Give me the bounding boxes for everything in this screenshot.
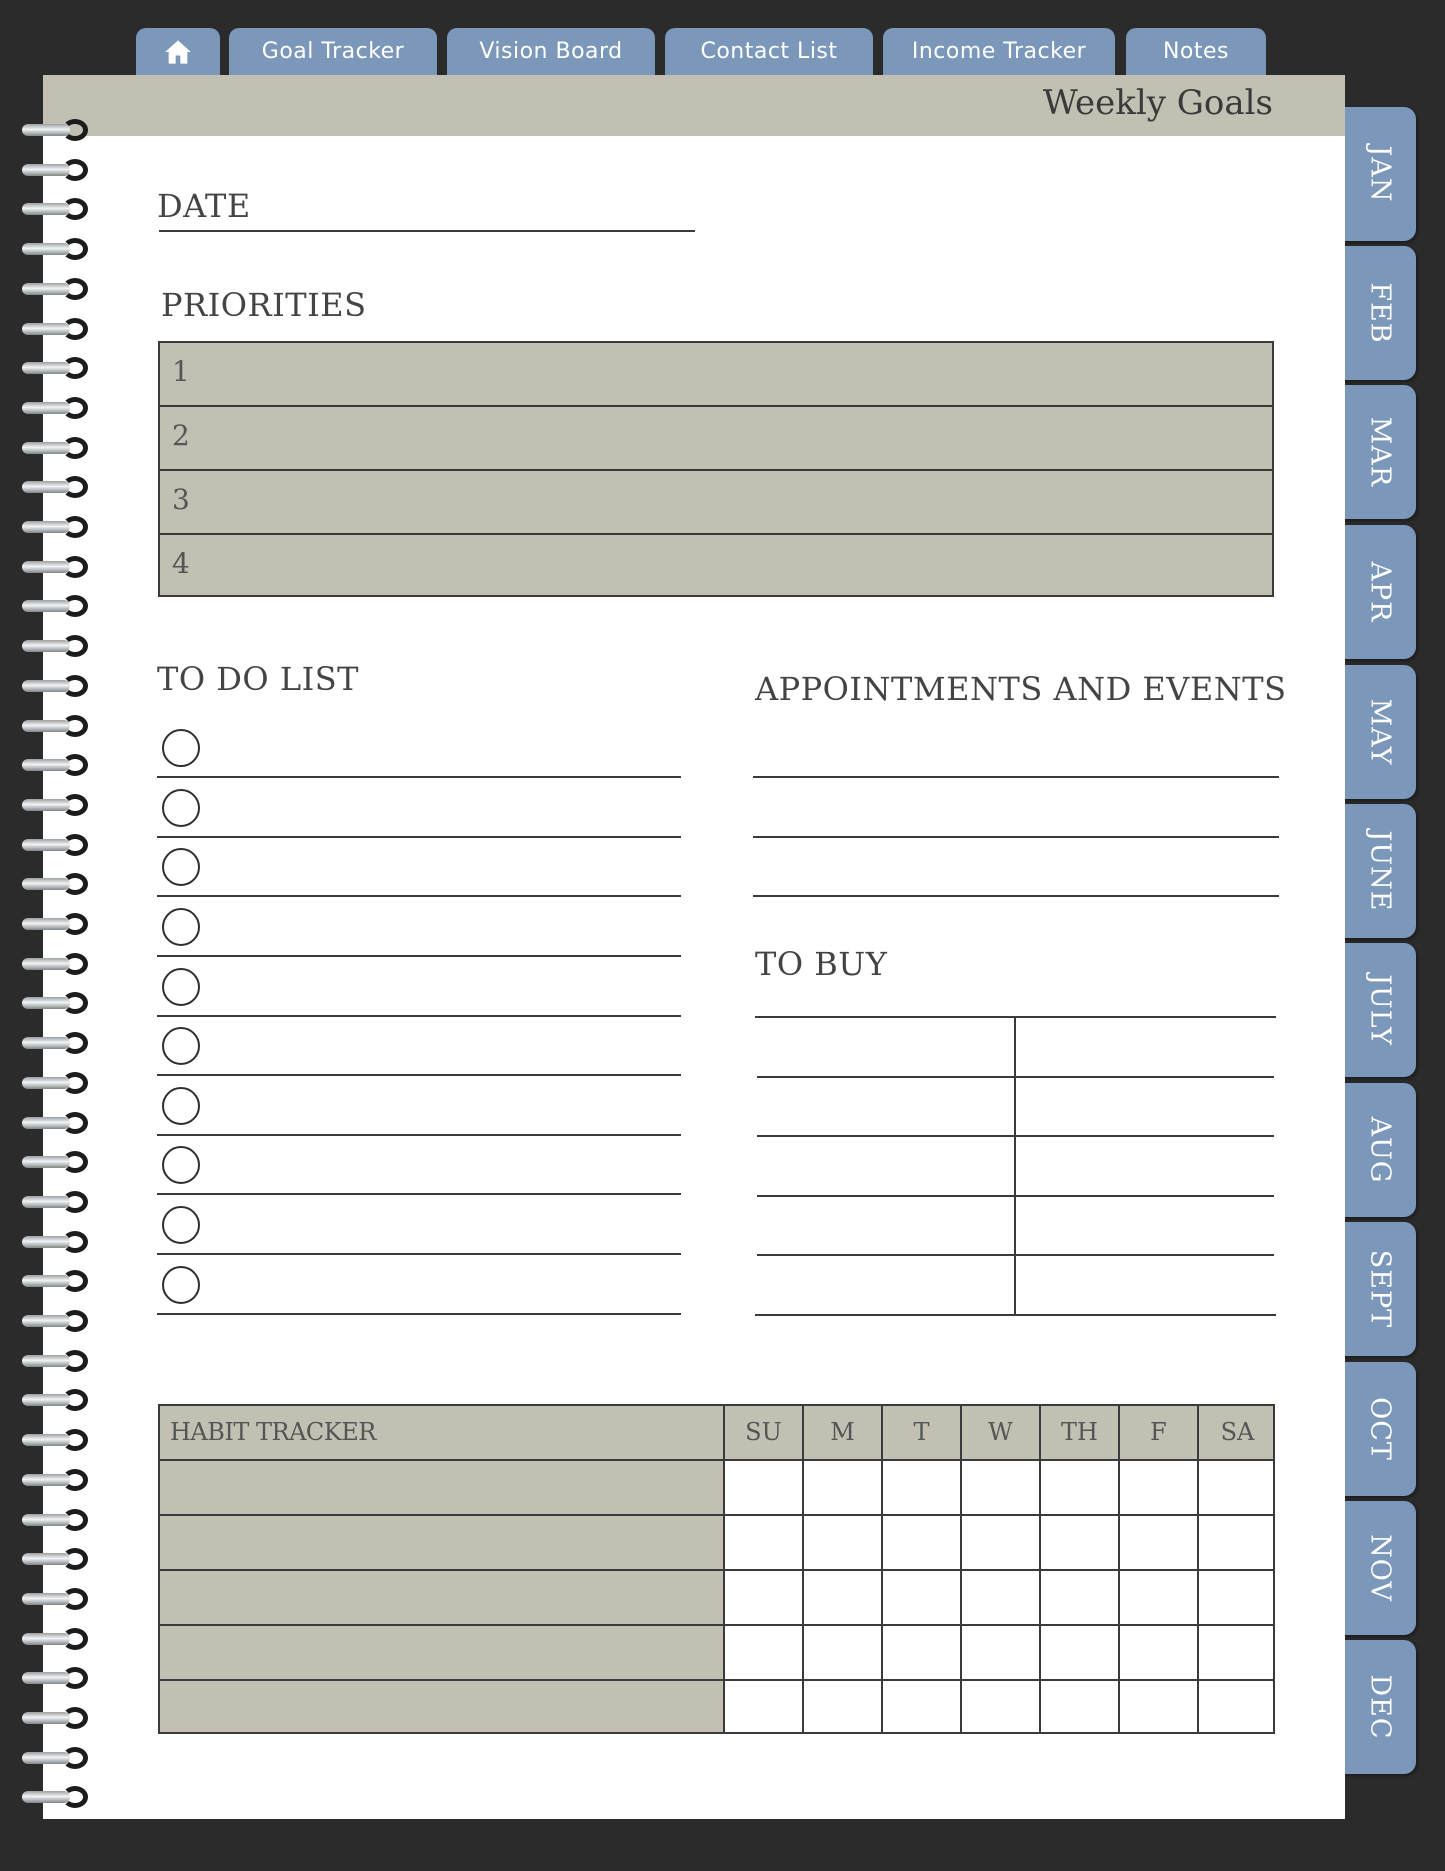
habit-grid-line <box>802 1406 804 1732</box>
spiral-ring <box>22 635 92 657</box>
priority-number: 2 <box>172 419 190 452</box>
spiral-ring <box>22 1270 92 1292</box>
todo-checkbox[interactable] <box>162 1146 200 1184</box>
todo-line[interactable] <box>157 1253 681 1255</box>
month-label: MAY <box>1364 698 1396 766</box>
priority-row[interactable] <box>160 535 1272 599</box>
spiral-ring <box>22 1667 92 1689</box>
spiral-ring <box>22 516 92 538</box>
spiral-ring <box>22 1231 92 1253</box>
spiral-ring <box>22 119 92 141</box>
habit-grid-line <box>1039 1406 1041 1732</box>
home-icon <box>164 39 192 65</box>
spiral-ring <box>22 873 92 895</box>
spiral-ring <box>22 318 92 340</box>
spiral-ring <box>22 278 92 300</box>
habit-name-cell[interactable] <box>160 1461 724 1516</box>
spiral-ring <box>22 913 92 935</box>
todo-checkbox[interactable] <box>162 1266 200 1304</box>
tab-jan[interactable] <box>1340 107 1416 241</box>
priority-row[interactable] <box>160 471 1272 535</box>
priority-number: 4 <box>172 547 190 580</box>
month-label: SEPT <box>1364 1249 1396 1329</box>
tab-aug[interactable] <box>1340 1083 1416 1217</box>
habit-name-cell[interactable] <box>160 1681 724 1732</box>
day-label-f: F <box>1150 1418 1167 1446</box>
tab-dec[interactable] <box>1340 1640 1416 1774</box>
spiral-ring <box>22 1032 92 1054</box>
month-label: FEB <box>1364 282 1396 344</box>
habit-name-cell[interactable] <box>160 1516 724 1571</box>
day-label-su: SU <box>745 1418 782 1446</box>
spiral-ring <box>22 834 92 856</box>
month-label: AUG <box>1364 1116 1396 1184</box>
month-label: JULY <box>1364 974 1396 1046</box>
spiral-ring <box>22 1112 92 1134</box>
tab-oct[interactable] <box>1340 1362 1416 1496</box>
habit-grid-line <box>723 1406 725 1732</box>
habit-grid-line <box>881 1406 883 1732</box>
day-label-t: T <box>913 1418 930 1446</box>
planner-page <box>43 75 1345 1819</box>
spiral-ring <box>22 238 92 260</box>
spiral-ring <box>22 715 92 737</box>
month-label: DEC <box>1364 1674 1396 1740</box>
appointment-line[interactable] <box>753 895 1279 897</box>
tab-mar[interactable] <box>1340 385 1416 519</box>
habit-grid-line <box>160 1679 1273 1681</box>
appointment-line[interactable] <box>753 776 1279 778</box>
spiral-ring <box>22 675 92 697</box>
priority-row[interactable] <box>160 343 1272 407</box>
habit-grid-line <box>160 1569 1273 1571</box>
tab-may[interactable] <box>1340 665 1416 799</box>
todo-line[interactable] <box>157 895 681 897</box>
todo-line[interactable] <box>157 836 681 838</box>
todo-checkbox[interactable] <box>162 968 200 1006</box>
spiral-ring <box>22 198 92 220</box>
spiral-ring <box>22 1786 92 1808</box>
habit-name-cell[interactable] <box>160 1571 724 1626</box>
todo-line[interactable] <box>157 1015 681 1017</box>
spiral-ring <box>22 437 92 459</box>
day-label-w: W <box>988 1418 1013 1446</box>
month-label: JAN <box>1364 145 1396 203</box>
day-label-th: TH <box>1061 1418 1098 1446</box>
spiral-ring <box>22 1191 92 1213</box>
tab-feb[interactable] <box>1340 246 1416 380</box>
todo-line[interactable] <box>157 1134 681 1136</box>
spiral-ring <box>22 1310 92 1332</box>
page-header <box>43 75 1345 136</box>
to-buy-divider <box>1014 1016 1016 1315</box>
priorities-label: PRIORITIES <box>161 286 367 324</box>
spiral-ring <box>22 556 92 578</box>
tab-goal-tracker[interactable]: Goal Tracker <box>229 28 437 88</box>
todo-checkbox[interactable] <box>162 1087 200 1125</box>
priority-number: 3 <box>172 483 190 516</box>
habit-header <box>160 1406 1273 1461</box>
tab-apr[interactable] <box>1340 525 1416 659</box>
habit-grid-line <box>160 1514 1273 1516</box>
day-label-m: M <box>830 1418 855 1446</box>
habit-grid-line <box>160 1624 1273 1626</box>
appointments-label: APPOINTMENTS AND EVENTS <box>755 670 1287 708</box>
tab-nov[interactable] <box>1340 1501 1416 1635</box>
habit-name-cell[interactable] <box>160 1626 724 1681</box>
tab-sept[interactable] <box>1340 1222 1416 1356</box>
habit-grid-line <box>1118 1406 1120 1732</box>
habit-grid-line <box>1197 1406 1199 1732</box>
habit-grid-line <box>960 1406 962 1732</box>
spiral-ring <box>22 1588 92 1610</box>
spiral-ring <box>22 1628 92 1650</box>
appointment-line[interactable] <box>753 836 1279 838</box>
tab-june[interactable] <box>1340 804 1416 938</box>
spiral-ring <box>22 595 92 617</box>
spiral-ring <box>22 1429 92 1451</box>
tab-vision-board[interactable]: Vision Board <box>447 28 655 88</box>
tab-july[interactable] <box>1340 943 1416 1077</box>
todo-checkbox[interactable] <box>162 1027 200 1065</box>
tab-income-tracker[interactable]: Income Tracker <box>883 28 1115 88</box>
spiral-ring <box>22 992 92 1014</box>
date-label: DATE <box>157 187 251 225</box>
spiral-ring <box>22 1747 92 1769</box>
spiral-ring <box>22 1151 92 1173</box>
month-label: OCT <box>1364 1397 1396 1461</box>
spiral-ring <box>22 1469 92 1491</box>
spiral-ring <box>22 1350 92 1372</box>
day-label-sa: SA <box>1220 1418 1255 1446</box>
todo-checkbox[interactable] <box>162 848 200 886</box>
spiral-ring <box>22 159 92 181</box>
todo-line[interactable] <box>157 955 681 957</box>
todo-line[interactable] <box>157 776 681 778</box>
tab-contact-list[interactable]: Contact List <box>665 28 873 88</box>
todo-checkbox[interactable] <box>162 729 200 767</box>
page-title: Weekly Goals <box>1042 83 1273 123</box>
top-nav <box>0 0 1445 80</box>
spiral-ring <box>22 1707 92 1729</box>
tab-notes[interactable]: Notes <box>1126 28 1266 88</box>
month-label: MAR <box>1364 416 1396 488</box>
todo-checkbox[interactable] <box>162 908 200 946</box>
spiral-ring <box>22 953 92 975</box>
priorities-table <box>158 341 1274 597</box>
spiral-ring <box>22 794 92 816</box>
todo-line[interactable] <box>157 1074 681 1076</box>
habit-tracker-label: HABIT TRACKER <box>170 1418 376 1446</box>
date-field[interactable] <box>159 230 695 232</box>
todo-label: TO DO LIST <box>157 660 359 698</box>
priority-number: 1 <box>172 355 190 388</box>
habit-tracker <box>158 1404 1275 1734</box>
month-label: APR <box>1364 561 1396 623</box>
month-label: NOV <box>1364 1534 1396 1602</box>
todo-line[interactable] <box>157 1313 681 1315</box>
todo-checkbox[interactable] <box>162 1206 200 1244</box>
to-buy-label: TO BUY <box>755 945 888 983</box>
spiral-ring <box>22 397 92 419</box>
spiral-ring <box>22 1548 92 1570</box>
priority-row[interactable] <box>160 407 1272 471</box>
spiral-ring <box>22 1072 92 1094</box>
todo-checkbox[interactable] <box>162 789 200 827</box>
month-label: JUNE <box>1364 830 1396 912</box>
spiral-ring <box>22 1389 92 1411</box>
spiral-ring <box>22 357 92 379</box>
spiral-ring <box>22 476 92 498</box>
spiral-ring <box>22 754 92 776</box>
todo-line[interactable] <box>157 1193 681 1195</box>
spiral-ring <box>22 1509 92 1531</box>
